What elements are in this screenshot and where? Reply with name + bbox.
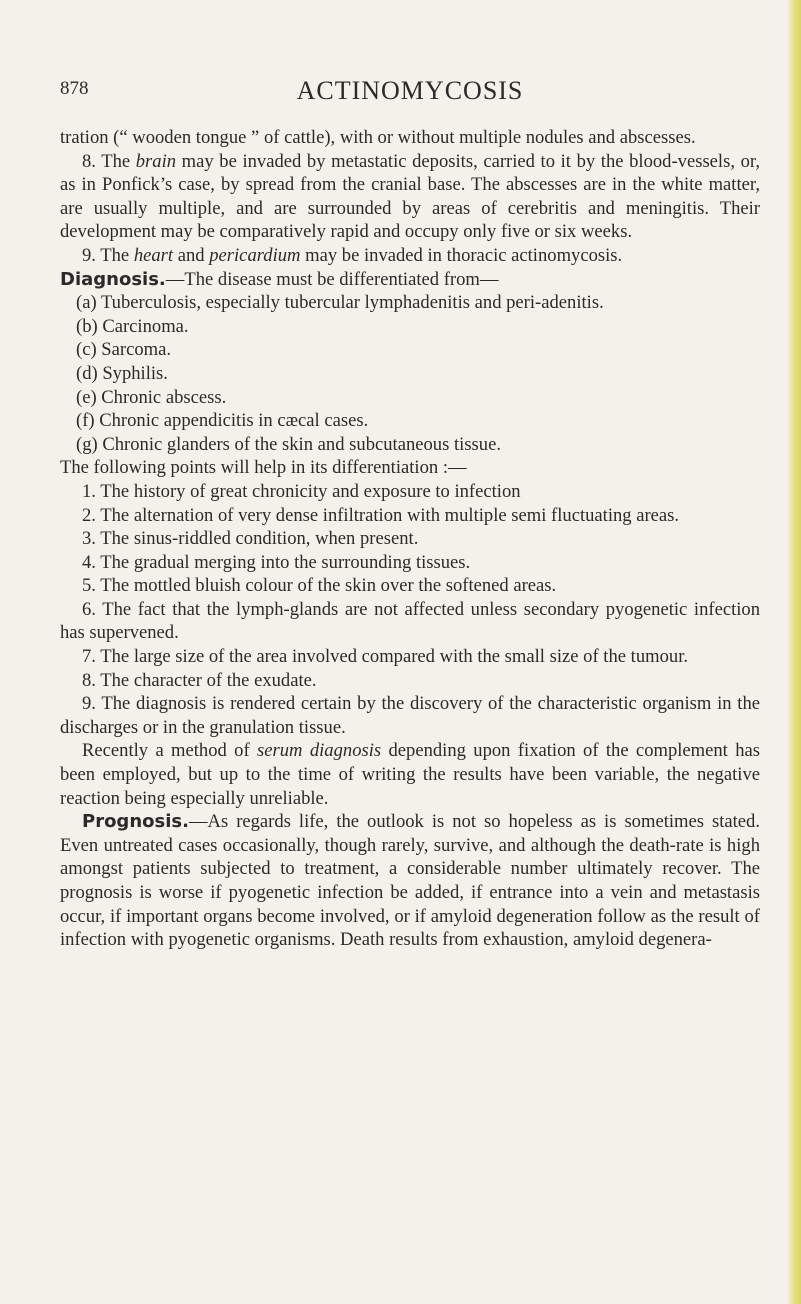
paragraph-text: Recently a method of — [82, 740, 258, 762]
list-item: (b) Carcinoma. — [76, 315, 189, 337]
paragraph-text: may be invaded by metastatic deposits, carried to it by the blood-vessels, or, as in Ponfick’s case, by spread from the cranial base. The abscesses are in the white matter, are usually multiple, and are surrounded by areas of cerebritis and meningitis. Their development may be comparatively rapid and occupy only five or six weeks. — [60, 150, 760, 243]
diagnostic-point: 1. The history of great chronicity and exposure to infection — [82, 480, 521, 502]
diagnostic-point: 9. The diagnosis is rendered certain by the discovery of the characteristic organism in the discharges or in the granulation tissue. — [60, 693, 760, 738]
diagnosis-heading: Diagnosis. — [60, 268, 166, 290]
prognosis-heading: Prognosis. — [82, 811, 189, 833]
diagnostic-point: 3. The sinus-riddled condition, when present. — [82, 528, 419, 550]
paragraph-brain — [60, 150, 760, 244]
paragraph-text: and — [173, 244, 210, 266]
diagnosis-intro: —The disease must be differentiated from— — [165, 268, 499, 290]
serum-diagnosis-paragraph — [60, 739, 760, 810]
page-header — [60, 78, 760, 108]
list-item: (e) Chronic abscess. — [76, 386, 227, 408]
diagnostic-point: 8. The character of the exudate. — [82, 669, 317, 691]
paragraph-heart — [60, 244, 760, 268]
emphasis: serum diagnosis — [257, 740, 382, 762]
prognosis-section — [60, 810, 760, 952]
diagnostic-point: 7. The large size of the area involved compared with the small size of the tumour. — [82, 646, 689, 668]
emphasis: pericardium — [209, 244, 301, 266]
diagnosis-section — [60, 268, 760, 292]
prognosis-text: —As regards life, the outlook is not so hopeless as is sometimes stated. Even untreated cases occasionally, though rarely, survive, and although the death-rate is high amongst patients subjected to treatment, a considerable number ultimately recover. The prognosis is worse if pyogenetic infection be added, if entrance into a vein and metastasis occur, if important organs become involved, or if amyloid degeneration follow as the result of infection with pyogenetic organisms. Death results from exhaustion, amyloid degenera- — [60, 811, 760, 951]
paragraph-text: depending upon fixation of the complement has been employed, but up to the time of writing the results have been variable, the negative reaction being especially unreliable. — [60, 740, 760, 809]
list-item: (g) Chronic glanders of the skin and subcutaneous tissue. — [76, 433, 501, 455]
paragraph — [60, 126, 760, 150]
paragraph-text: 8. The — [82, 150, 136, 172]
list-item: (f) Chronic appendicitis in cæcal cases. — [76, 410, 369, 432]
page-number: 878 — [60, 78, 89, 99]
page-body — [60, 126, 760, 952]
diagnostic-point: 4. The gradual merging into the surrounding tissues. — [82, 551, 471, 573]
list-item: (c) Sarcoma. — [76, 339, 171, 361]
paragraph-text: tration (“ wooden tongue ” of cattle), with or without multiple nodules and abscesses. — [60, 127, 696, 148]
diagnostic-point: 2. The alternation of very dense infiltration with multiple semi fluctuating areas. — [82, 504, 680, 526]
emphasis: heart — [133, 244, 174, 266]
paragraph-text: 9. The — [82, 244, 134, 266]
page-edge — [787, 0, 801, 1304]
emphasis: brain — [135, 150, 177, 172]
paragraph-text: may be invaded in thoracic actinomycosis. — [300, 244, 623, 266]
diagnostic-point: 6. The fact that the lymph-glands are not affected unless secondary pyogenetic infection has supervened. — [60, 598, 760, 644]
diagnostic-point: 5. The mottled bluish colour of the skin over the softened areas. — [82, 575, 557, 597]
running-head: ACTINOMYCOSIS — [296, 76, 524, 105]
points-intro: The following points will help in its differentiation :— — [60, 457, 467, 479]
list-item: (a) Tuberculosis, especially tubercular lymphadenitis and peri-adenitis. — [76, 292, 604, 314]
list-item: (d) Syphilis. — [76, 362, 168, 384]
